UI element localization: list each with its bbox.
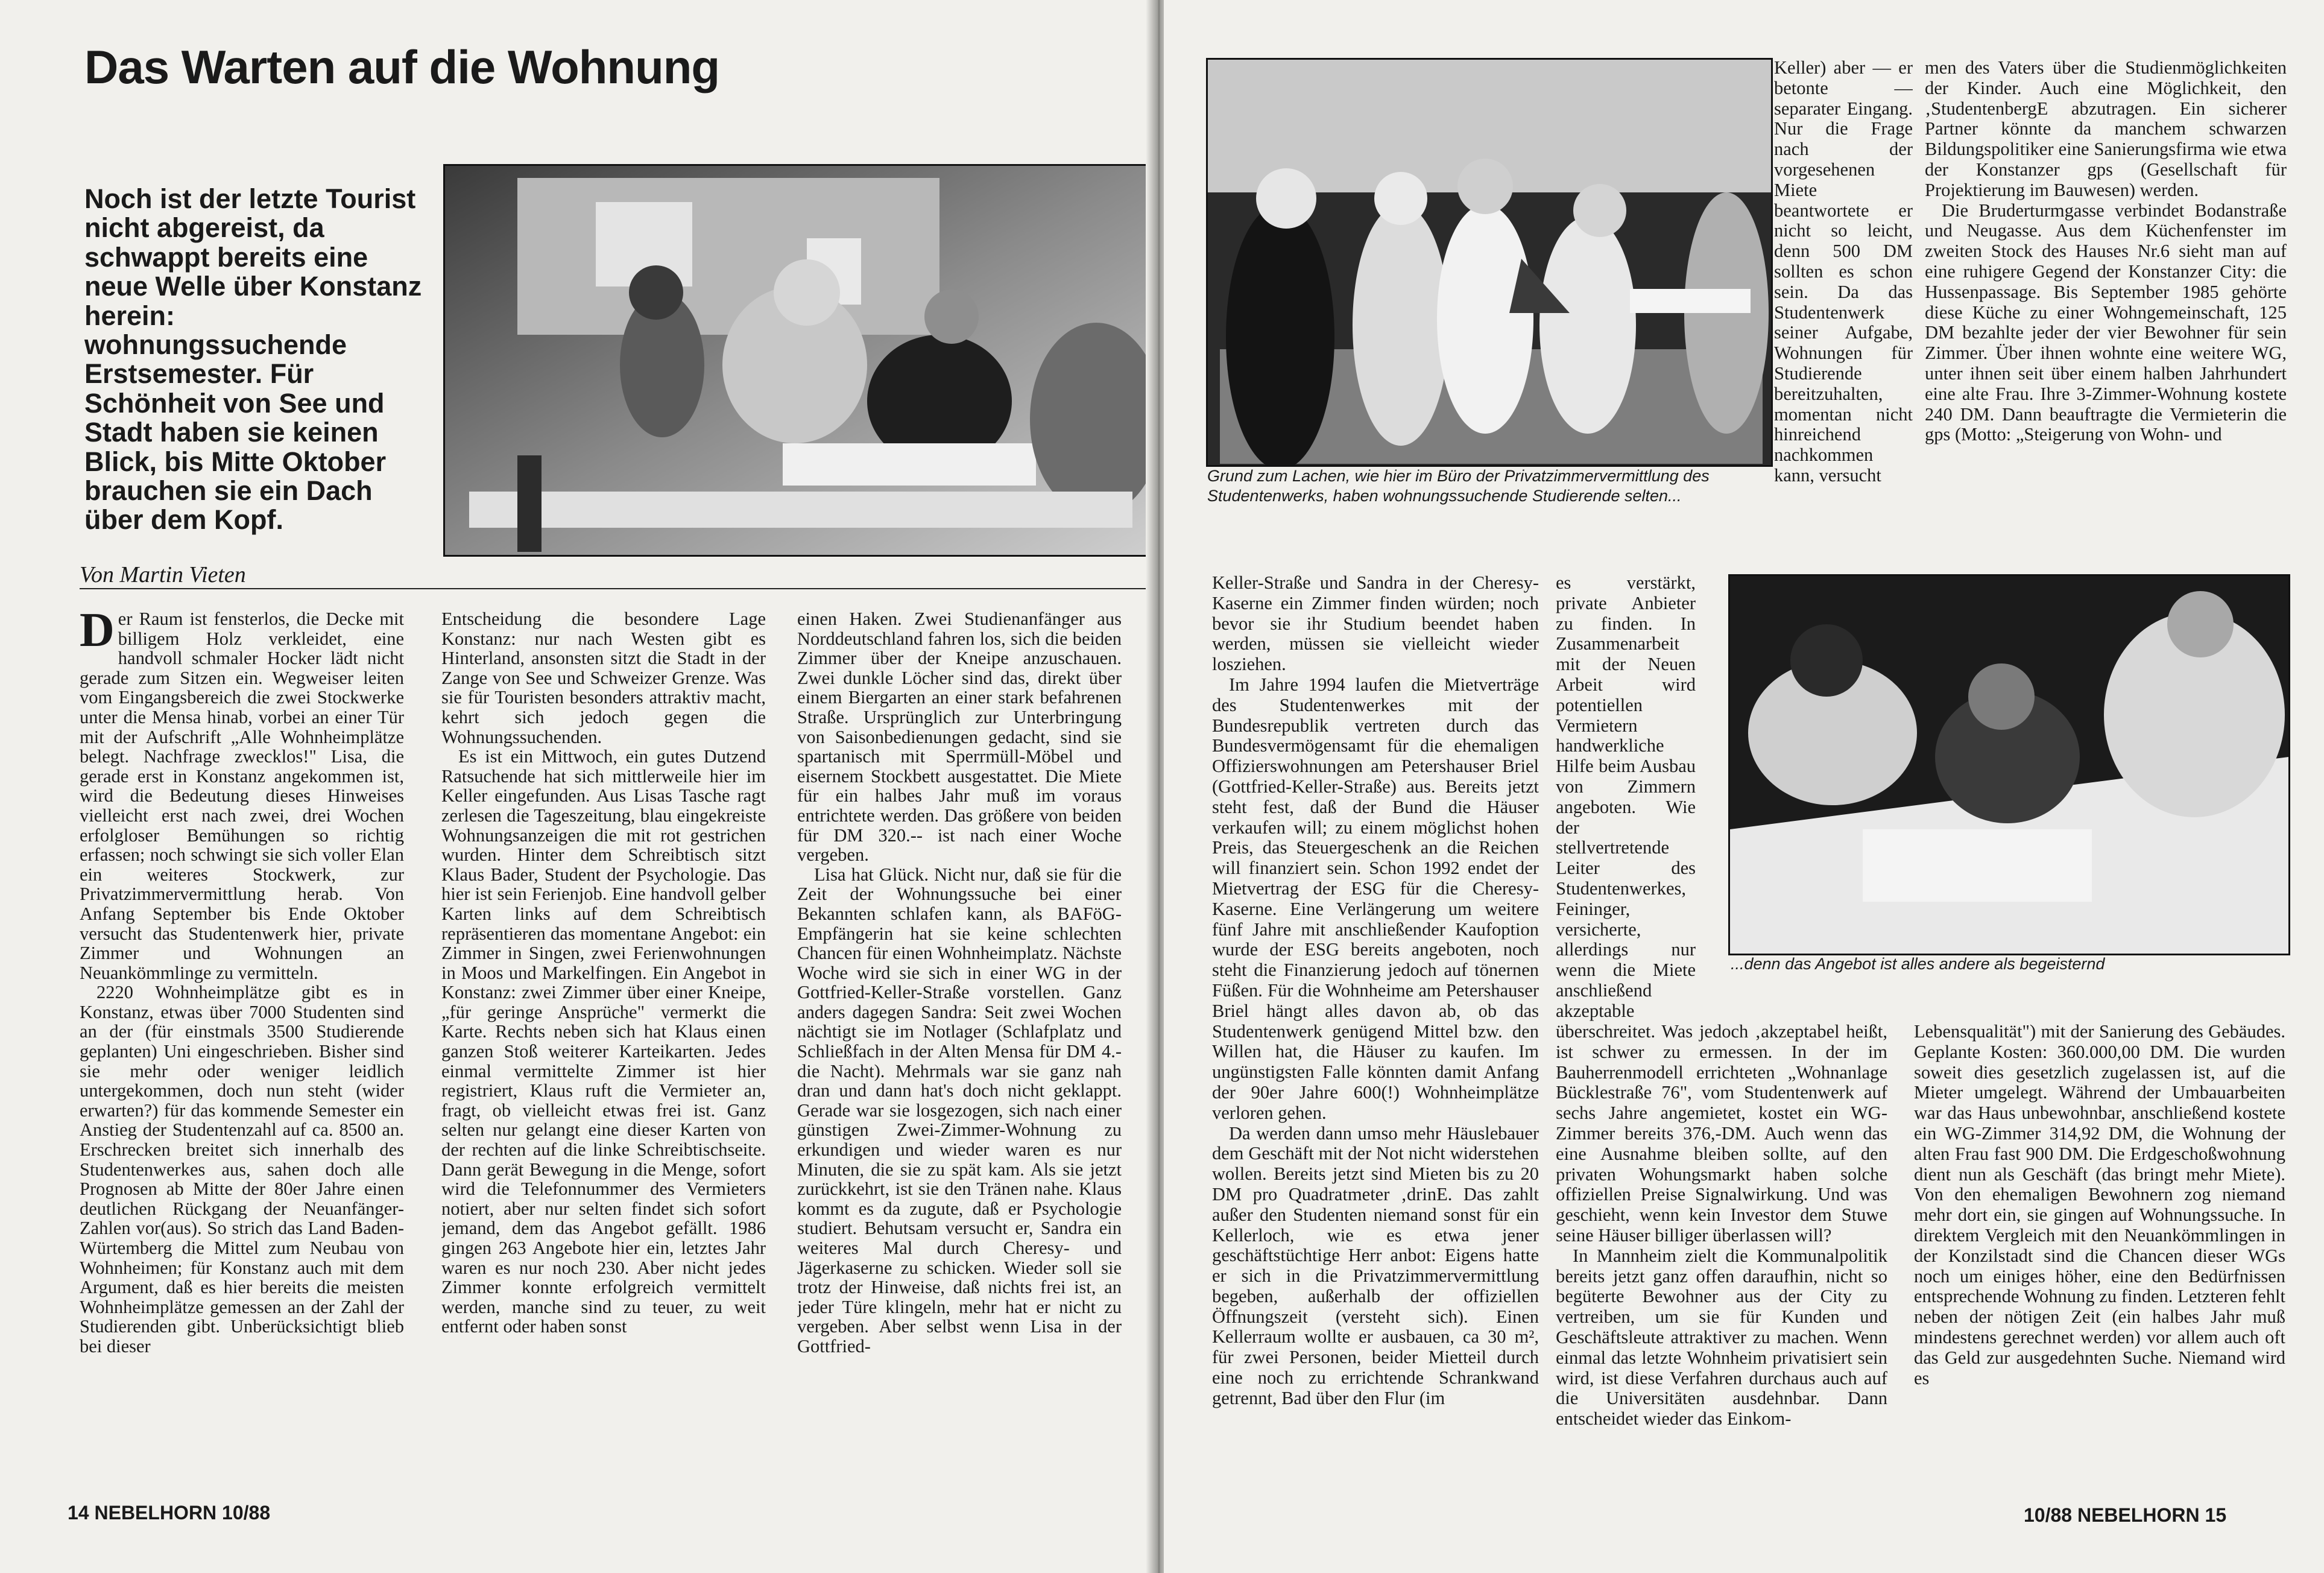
right-column-2 — [1925, 58, 2287, 552]
photo-office-counter — [443, 164, 1153, 557]
photo-office-counter-image — [445, 166, 1153, 555]
right-column-4-top — [1556, 573, 1696, 1022]
col2-p2: Es ist ein Mittwoch, ein gutes Dutzend Ratsuchende hat sich mittlerweile hier im Keller eingefunden. Aus Lisas Tasche ragt zerlesen die Tageszeitung, blau eingekreiste Wohnungsanzeigen die mit rot gestrichen wurden. Hinter dem Schreibtisch sitzt Klaus Bader, Student der Psychologie. Das hier ist sein Ferienjob. Eine handvoll gelber Karten links auf dem Schreibtisch repräsentieren das momentane Angebot: ein Zimmer in Singen, zwei Ferienwohnungen in Moos und Markelfingen. Ein Angebot in Konstanz: zwei Zimmer über einer Kneipe, „für geringe Ansprüche" vermerkt die Karte. Rechts neben sich hat Klaus einen ganzen Stoß weiterer Karteikarten. Jedes einmal vermittelte Zimmer ist hier registriert, Klaus ruft die Vermieter an, fragt, ob vielleicht etwas frei ist. Ganz selten nur gelangt eine dieser Karten von der rechten auf die linke Schreibtischseite. Dann gerät Bewegung in die Menge, sofort wird die Telefonnummer des Vermieters notiert, aber nur selten findet sich sofort jemand, dem das Angebot gefällt. 1986 gingen 263 Angebote hier ein, letztes Jahr waren es nur noch 230. Aber nicht jedes Zimmer konnte erfolgreich vermittelt werden, manche sind zu teuer, zu weit entfernt oder haben sonst — [441, 746, 766, 1337]
headline: Das Warten auf die Wohnung — [84, 40, 720, 93]
col1-p1-text: er Raum ist fensterlos, die Decke mit billigem Holz verkleidet, eine handvoll schmaler Hocker lädt nicht gerade zum Sitzen ein. Wegweiser leiten vom Eingangsbereich die zwei Stockwerke unter die Mensa hinab, vorbei an einer Tür mit der Aufschrift „Alle Wohnheimplätze belegt. Nachfrage zwecklos!" Lisa, die gerade erst in Konstanz angekommen ist, wird die Bedeutung dieses Hinweises vielleicht erst nach zwei, drei Wochen erfolgloser Bemühungen so richtig erfassen; noch schwingt sie sich voller Elan ein weiteres Stockwerk, zur Privatzimmervermittlung herab. Von Anfang September bis Ende Oktober versucht das Studentenwerk hier, private Zimmer und Wohnungen an Neuankömmlinge zu vermitteln. — [80, 609, 404, 983]
column-3 — [797, 609, 1122, 1469]
caption-top-photo: Grund zum Lachen, wie hier im Büro der Privatzimmervermittlung des Studentenwerks, haben wohnungssuchende Studierende selten... — [1207, 467, 1710, 505]
photo-students-table — [1728, 574, 2290, 955]
col3-p2: Lisa hat Glück. Nicht nur, daß sie für die Zeit der Wohnungssuche bei einer Bekannten schlafen kann, als BAFöG-Empfängerin hat sie keine schlechten Chancen für einen Wohnheimplatz. Nächste Woche wird sie sich in einer WG in der Gottfried-Keller-Straße vorstellen. Ganz anders dagegen Sandra: Seit zwei Wochen nächtigt sie im Notlager (Schlafplatz und Schließfach in der Alten Mensa für DM 4.- die Nacht). Mehrmals war sie ganz nah dran und dann hat's doch nicht geklappt. Gerade war sie losgezogen, sich nach einer günstigen Zwei-Zimmer-Wohnung zu erkundigen und wieder waren es nur Minuten, die sie zu spät kam. Als sie jetzt zurückkehrt, ist sie den Tränen nahe. Klaus kommt es da zugute, daß er Psychologie studiert. Behutsam versucht er, Sandra ein weiteres Mal durch Cheresy- und Jägerkaserne zu schicken. Wieder soll sie trotz der Hinweise, daß nichts frei ist, an jeder Türe klingeln, mehr hat er nicht zu vergeben. Aber selbst wenn Lisa in der Gottfried- — [797, 864, 1122, 1356]
rcol4b-p2: In Mannheim zielt die Kommunalpolitik bereits jetzt ganz offen daraufhin, nicht so begüterte Bewohner aus der City zu vertreiben, um sie für Kunden und Geschäftsleute attraktiver zu machen. Wenn einmal das letzte Wohnheim privatisiert sein wird, ist diese Verfahren durchaus auch auf die Universitäten ausdehnbar. Dann entscheidet wieder das Einkom- — [1556, 1245, 1887, 1429]
byline-text: Von Martin Vieten — [80, 562, 246, 587]
photo-laughing-office-image — [1208, 60, 1771, 465]
rcol3-p1: Keller-Straße und Sandra in der Cheresy-Kaserne ein Zimmer finden würden; noch bevor sie ihr Studium beendet haben werden, müssen sie vielleicht wieder losziehen. — [1212, 573, 1539, 675]
photo-students-table-image — [1730, 576, 2288, 954]
rcol3-p3: Da werden dann umso mehr Häuslebauer dem Geschäft mit der Not nicht widerstehen wollen. Bereits jetzt sind Mieten bis zu 20 DM pro Quadratmeter ‚drinE. Das zahlt außer den Studenten niemand sonst für ein Kellerloch, wie es etwa jener geschäftstüchtige Herr anbot: Eigens hatte er sich in die Privatzimmervermittlung begeben, außerhalb der offiziellen Öffnungszeit (versteht sich). Einen Kellerraum wollte er ausbauen, ca 30 m², für zwei Personen, beider Mietteil durch eine noch zu errichtende Schrankwand getrennt, Bad über den Flur (im — [1212, 1122, 1539, 1408]
rcol4b-p1: überschreitet. Was jedoch ‚akzeptabel heißt, ist schwer zu ermessen. In der im Bauherrenmodell errichteten „Wohnanlage Bücklestraße 76", vom Studentenwerk auf sechs Jahre angemietet, kostet ein WG-Zimmer bereits 376,-DM. Auch wenn das eine Ausnahme bleiben sollte, auf den privaten Wohungsmarkt haben solche offiziellen Preise Signalwirkung. Und was geschieht, wenn kein Investor dem Stuwe seine Häuser billiger überlassen will? — [1556, 1022, 1887, 1245]
footer-right: 10/88 NEBELHORN 15 — [2024, 1504, 2227, 1526]
rcol2-p2: Die Bruderturmgasse verbindet Bodanstraße und Neugasse. Aus dem Küchenfenster im zweiten Stock des Hauses Nr.6 sieht man auf eine ruhigere Gegend der Konstanzer City: die Hussenpassage. Bis September 1985 gehörte diese Küche zu einer Wohngemeinschaft, 125 DM bezahlte jeder der vier Bewohner für sein Zimmer. Über ihnen wohnte eine weitere WG, unter ihnen seit über einem halben Jahrhundert eine alte Frau. Ihre 3-Zimmer-Wohnung kostete 240 DM. Dann beauftragte die Vermieterin die gps (Motto: „Steigerung von Wohn- und — [1925, 200, 2287, 445]
dropcap: D — [80, 609, 115, 657]
left-page — [0, 0, 1153, 1573]
right-column-3 — [1212, 573, 1539, 1496]
col1-p1 — [80, 609, 404, 983]
rcol2-p1: men des Vaters über die Studienmöglichkeiten der Kinder. Auch eine Möglichkeit, den ‚StudentenbergE abzutragen. Ein sicherer Partner könnte da manchem schwarzen Bildungspolitiker eine Sanierungsfirma wie etwa der Konstanzer gps (Gesellschaft für Projektierung im Bauwesen) werden. — [1925, 58, 2287, 200]
col1-p2: 2220 Wohnheimplätze gibt es in Konstanz, etwas über 7000 Studenten sind an der (für einstmals 3500 Studierende geplanten) Uni eingeschrieben. Bisher sind sie mehr oder weniger leidlich untergekommen, doch nun steht (wider erwarten?) für das kommende Semester ein Anstieg der Studentenzahl auf ca. 8500 an. Erschrecken breitet sich innerhalb des Studentenwerkes aus, sahen doch alle Prognosen ab Mitte der 80er Jahre einen deutlichen Rückgang der Neuanfänger-Zahlen vor(aus). So strich das Land Baden-Würtemberg die Mittel zum Neubau von Wohnheimen; für Konstanz auch mit dem Argument, daß es hier bereits die meisten Wohnheimplätze gemessen an der Zahl der Studierenden gibt. Unberücksichtigt blieb bei dieser — [80, 982, 404, 1356]
photo-laughing-office — [1206, 58, 1773, 467]
col3-p1: einen Haken. Zwei Studienanfänger aus Norddeutschland fahren los, sich die beiden Zimmer über der Kneipe anzuschauen. Zwei dunkle Löcher sind das, direkt über einem Biergarten an einer stark befahrenen Straße. Ursprünglich zur Unterbringung von Saisonbedienungen gedacht, sind sie spartanisch mit Sperrmüll-Möbel und eisernem Stockbett ausgestattet. Die Miete für ein halbes Jahr muß im voraus entrichtete werden. Das größere von beiden für DM 320.-- ist nach einer Woche vergeben. — [797, 609, 1122, 866]
column-2 — [441, 609, 766, 1469]
column-1 — [80, 609, 404, 1469]
right-column-5 — [1914, 1022, 2285, 1496]
right-column-4-bottom — [1556, 1022, 1887, 1496]
footer-left: 14 NEBELHORN 10/88 — [68, 1502, 271, 1524]
right-column-1 — [1774, 58, 1913, 552]
lead-paragraph: Noch ist der letzte Tourist nicht abgereist, da schwappt bereits eine neue Welle über Konstanz herein: wohnungssuchende Erstsemester. Für Schönheit von See und Stadt haben sie keinen Blick, bis Mitte Oktober brauchen sie ein Dach über dem Kopf. — [84, 183, 422, 536]
caption-bottom-photo: ...denn das Angebot ist alles andere als begeisternd — [1731, 955, 2105, 973]
byline — [80, 559, 1153, 589]
rcol5-p1: Lebensqualität") mit der Sanierung des Gebäudes. Geplante Kosten: 360.000,00 DM. Die wurden soweit dies gesetzlich zugelassen ist, auf die Mieter umgelegt. Während der Umbauarbeiten war das Haus unbewohnbar, anschließend kostete ein WG-Zimmer 314,92 DM, die Wohnung der alten Frau fast 900 DM. Die Erdgeschoßwohnung dient nun als Geschäft (das bringt mehr Miete). Von den ehemaligen Bewohnern zog niemand mehr dort ein, sie gingen auf Wohnungssuche. In direktem Vergleich mit den Neuankömmlingen in der Konzilstadt sind die Chancen dieser WGs noch um einiges höher, eine den Bedürfnissen entsprechende Wohnung zu finden. Letzteren fehlt neben der nötigen Zeit (ein halbes Jahr muß mindestens gerechnet werden) vor allem auch oft das Geld zur ausgedehnten Suche. Niemand wird es — [1914, 1022, 2285, 1388]
col2-p1: Entscheidung die besondere Lage Konstanz: nur nach Westen gibt es Hinterland, ansonsten sitzt die Stadt in der Zange von See und Schweizer Grenze. Was sie für Touristen besonders attraktiv macht, kehrt sich jedoch gegen die Wohnungssuchenden. — [441, 609, 766, 747]
rcol4-p1: es verstärkt, private Anbieter zu finden. In Zusammenarbeit mit der Neuen Arbeit wird potentiellen Vermietern handwerkliche Hilfe beim Ausbau von Zimmern angeboten. Wie der stellvertretende Leiter des Studentenwerkes, Feininger, versicherte, allerdings nur wenn die Miete anschließend akzeptable — [1556, 573, 1696, 1021]
rcol3-p2: Im Jahre 1994 laufen die Mietverträge des Studentenwerkes mit der Bundesrepublik vertreten durch das Bundesvermögensamt für die ehemaligen Offizierswohnungen am Petershauser Briel (Gottfried-Keller-Straße) aus. Bereits jetzt steht fest, daß der Bund die Häuser verkaufen will; zu einem möglichst hohen Preis, das Steuergeschenk an die Reichen will finanziert sein. Schon 1992 endet der Mietvertrag der ESG für die Cheresy-Kaserne. Eine Verlängerung um weitere fünf Jahre mit anschließender Kaufoption wurde der ESG bereits angeboten, noch steht die Finanzierung jedoch auf tönernen Füßen. Für die Wohnheime am Petershauser Briel hängt alles davon ab, ob das Studentenwerk genügend Mittel bzw. den Willen hat, die Häuser zu kaufen. Im ungünstigsten Falle könnten damit Anfang der 90er Jahre 600(!) Wohnheimplätze verloren gehen. — [1212, 674, 1539, 1123]
right-page — [1164, 0, 2324, 1573]
rcol1-p1: Keller) aber — er betonte — separater Eingang. Nur die Frage nach der vorgesehenen Miete beantwortete er nicht so leicht, denn 500 DM sollten es schon sein. Da das Studentenwerk seiner Aufgabe, Wohnungen für Studierende bereitzuhalten, momentan nicht hinreichend nachkommen kann, versucht — [1774, 58, 1913, 486]
